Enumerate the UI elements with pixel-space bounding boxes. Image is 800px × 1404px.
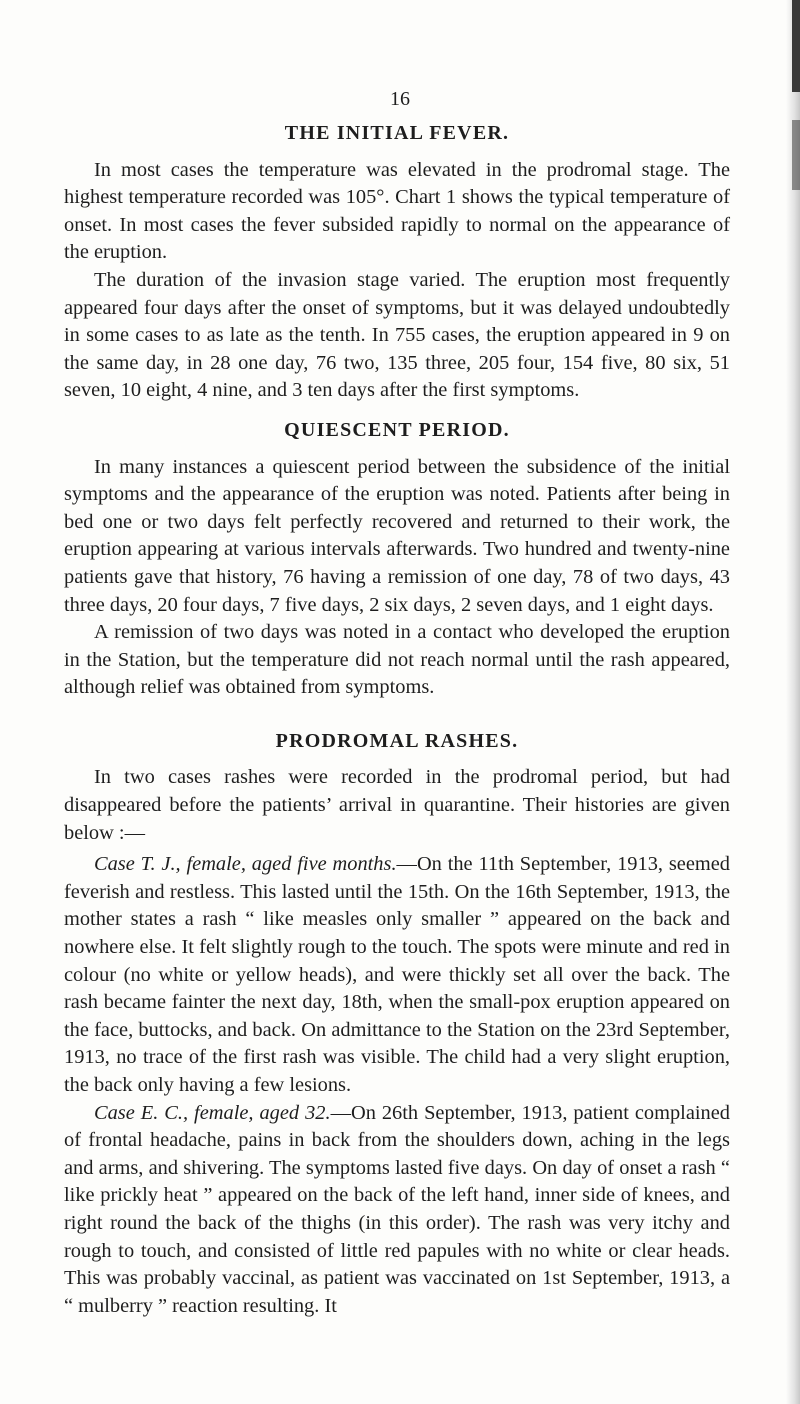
paragraph: In many instances a quiescent period between the subsidence of the initial symptoms and the appearance of the eruption was noted. Patients after being in bed one or two days felt perfectly recovered and returned to their work, the eruption appearing at various intervals afterwards. Two hundred and twenty-nine patients gave that history, 76 having a remission of one day, 78 of two days, 43 three days, 20 four days, 7 five days, 2 six days, 2 seven days, and 1 eight days. (64, 455, 730, 616)
case-text: —On 26th September, 1913, patient complained of frontal headache, pains in back from the shoulders down, aching in the legs and arms, and shivering. The symptoms lasted five days. On day of onset a rash “ like prickly heat ” appeared on the back of the left hand, inner side of knees, and right round the back of the thighs (in this order). The rash was very itchy and rough to touch, and consisted of little red papules with no white or clear heads. This was probably vaccinal, as patient was vaccinated on 1st September, 1913, a “ mulberry ” reaction resulting. It (64, 1101, 730, 1317)
heading-initial-fever: THE INITIAL FEVER. (284, 122, 510, 144)
case-label: Case T. J., female, aged five months. (94, 853, 397, 876)
heading-quiescent-period: QUIESCENT PERIOD. (284, 418, 510, 441)
paragraph: In most cases the temperature was elevated in the prodromal stage. The highest temperature recorded was 105°. Chart 1 shows the typical temperature of onset. In most cases the fever subsided rapidly to normal on the appearance of the eruption. (64, 158, 730, 264)
heading-prodromal-rashes: PRODROMAL RASHES. (275, 729, 519, 752)
binding-mark (792, 0, 800, 92)
paragraph: A remission of two days was noted in a contact who developed the eruption in the Station, but the temperature did not reach normal until the rash appeared, although relief was obtained from symptoms. (64, 621, 730, 699)
paragraph: In two cases rashes were recorded in the prodromal period, but had disappeared before the patients’ arrival in quarantine. Their histories are given below :— (64, 766, 730, 844)
page-number: 16 (390, 88, 410, 110)
case-paragraph (64, 851, 730, 1099)
case-paragraph (64, 1100, 730, 1321)
case-label: Case E. C., female, aged 32. (94, 1101, 331, 1124)
page-edge-shadow (786, 0, 800, 1404)
binding-mark (792, 120, 800, 190)
paragraph: The duration of the invasion stage varied. The eruption most frequently appeared four days after the onset of symptoms, but it was delayed undoubtedly in some cases to as late as the tenth. In 755 cases, the eruption appeared in 9 on the same day, in 28 one day, 76 two, 135 three, 205 four, 154 five, 80 six, 51 seven, 10 eight, 4 nine, and 3 ten days after the first symptoms. (64, 268, 730, 402)
page-body (64, 120, 730, 1320)
case-text: —On the 11th September, 1913, seemed feverish and restless. This lasted until the 15th. On the 16th September, 1913, the mother states a rash “ like measles only smaller ” appeared on the back and nowhere else. It felt slightly rough to the touch. The spots were minute and red in colour (no white or yellow heads), and were thickly set all over the back. The rash became fainter the next day, 18th, when the small-pox eruption appeared on the face, buttocks, and back. On admittance to the Station on the 23rd September, 1913, no trace of the first rash was visible. The child had a very slight eruption, the back only having a few lesions. (64, 853, 730, 1096)
